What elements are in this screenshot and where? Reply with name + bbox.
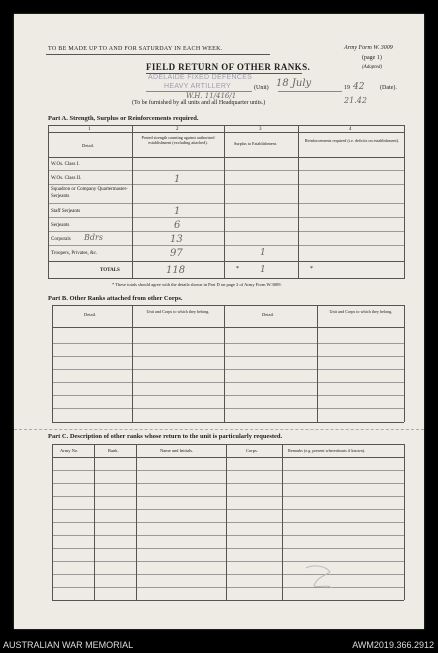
totals-strength: 118 (166, 265, 186, 276)
strength-sjts: 6 (174, 220, 181, 231)
col-number-4: 4 (349, 127, 352, 132)
date-numeric: 21.42 (344, 96, 367, 105)
row-annotation-bdrs: Bdrs (84, 233, 103, 242)
surplus-troopers: 1 (260, 248, 266, 258)
unit-stamp-line2: HEAVY ARTILLERY (164, 83, 232, 90)
part-b-header-unit-2: Unit and Corps to which they belong. (329, 309, 393, 314)
row-detail-cqms: Squadron or Company Quartermaster-Serjeants (51, 187, 128, 199)
col-header-detail: Detail. (82, 143, 95, 148)
date-label: (Date). (380, 85, 397, 91)
row-detail-wo1: W.Os. Class I. (51, 162, 80, 167)
form-title: FIELD RETURN OF OTHER RANKS. (146, 62, 311, 72)
totals-label: TOTALS (100, 268, 120, 273)
part-b-header-unit-1: Unit and Corps to which they belong. (146, 309, 210, 314)
part-c-header-rank: Rank. (108, 448, 119, 453)
date-handwritten: 18 July (276, 78, 312, 89)
year-handwritten: 42 (353, 82, 365, 92)
part-c-header-remarks: Remarks (e.g. present whereabouts if known). (288, 448, 366, 453)
strength-corporals: 13 (170, 234, 183, 245)
totals-surplus-mark: * (236, 266, 239, 272)
col-number-3: 3 (259, 127, 262, 132)
footer-bar (0, 635, 438, 653)
row-detail-troopers: Troopers, Privates, &c. (51, 251, 98, 256)
part-c-header-corps: Corps. (246, 448, 258, 453)
part-c-header-army-no: Army No. (60, 448, 79, 453)
row-detail-sjts: Serjeants (51, 223, 70, 228)
part-a-title: Part A. Strength, Surplus or Reinforcements required. (48, 115, 199, 122)
row-detail-corporals: Corporals (51, 237, 71, 242)
strength-staff-sjts: 1 (174, 206, 181, 217)
year-prefix: 19 (344, 85, 350, 91)
form-subtitle: (To be furnished by all units and all Headquarter units.) (132, 100, 266, 106)
strength-troopers: 97 (170, 248, 183, 259)
unit-stamp-line1: ADELAIDE FIXED DEFENCES (148, 74, 253, 81)
row-detail-staff-sjts: Staff Serjeants (51, 209, 81, 214)
instruction-line: TO BE MADE UP TO AND FOR SATURDAY IN EACH WEEK. (48, 46, 223, 52)
unit-handwritten: W.H. 11/416/1 (186, 92, 237, 100)
footer-institution: AUSTRALIAN WAR MEMORIAL (3, 640, 134, 650)
part-b-title: Part B. Other Ranks attached from other Corps. (48, 295, 183, 302)
form-page (14, 14, 424, 629)
part-a-footnote: * These totals should agree with the details shown in Part D on page 2 of Army Form W.3009. (112, 282, 282, 287)
col-number-2: 2 (176, 127, 179, 132)
pencil-scribble (302, 562, 336, 592)
page-label: (page 1) (362, 55, 382, 61)
col-number-1: 1 (88, 127, 91, 132)
totals-surplus: 1 (260, 265, 266, 275)
form-number: Army Form W. 3009 (344, 45, 393, 51)
col-header-surplus: Surplus to Establishment. (234, 141, 277, 146)
row-detail-wo2: W.Os. Class II. (51, 176, 82, 181)
strength-wo2: 1 (174, 174, 181, 185)
totals-reinforce-mark: * (310, 266, 313, 272)
col-header-reinforce: Reinforcements required (i.e. deficits on establishment). (304, 138, 400, 143)
part-c-title: Part C. Description of other ranks whose return to the unit is particularly requested. (48, 433, 283, 440)
fold-line (14, 429, 424, 430)
adapted-label: (Adapted) (362, 65, 382, 70)
part-b-header-detail-2: Detail. (262, 312, 275, 317)
unit-label: (Unit) (254, 85, 269, 91)
part-c-header-name: Name and Initials. (160, 448, 194, 453)
part-b-header-detail-1: Detail. (84, 312, 97, 317)
col-header-strength: Posted strength counting against authorized establishment (excluding attached). (141, 135, 215, 146)
footer-accession-number: AWM2019.366.2912 (352, 640, 434, 650)
